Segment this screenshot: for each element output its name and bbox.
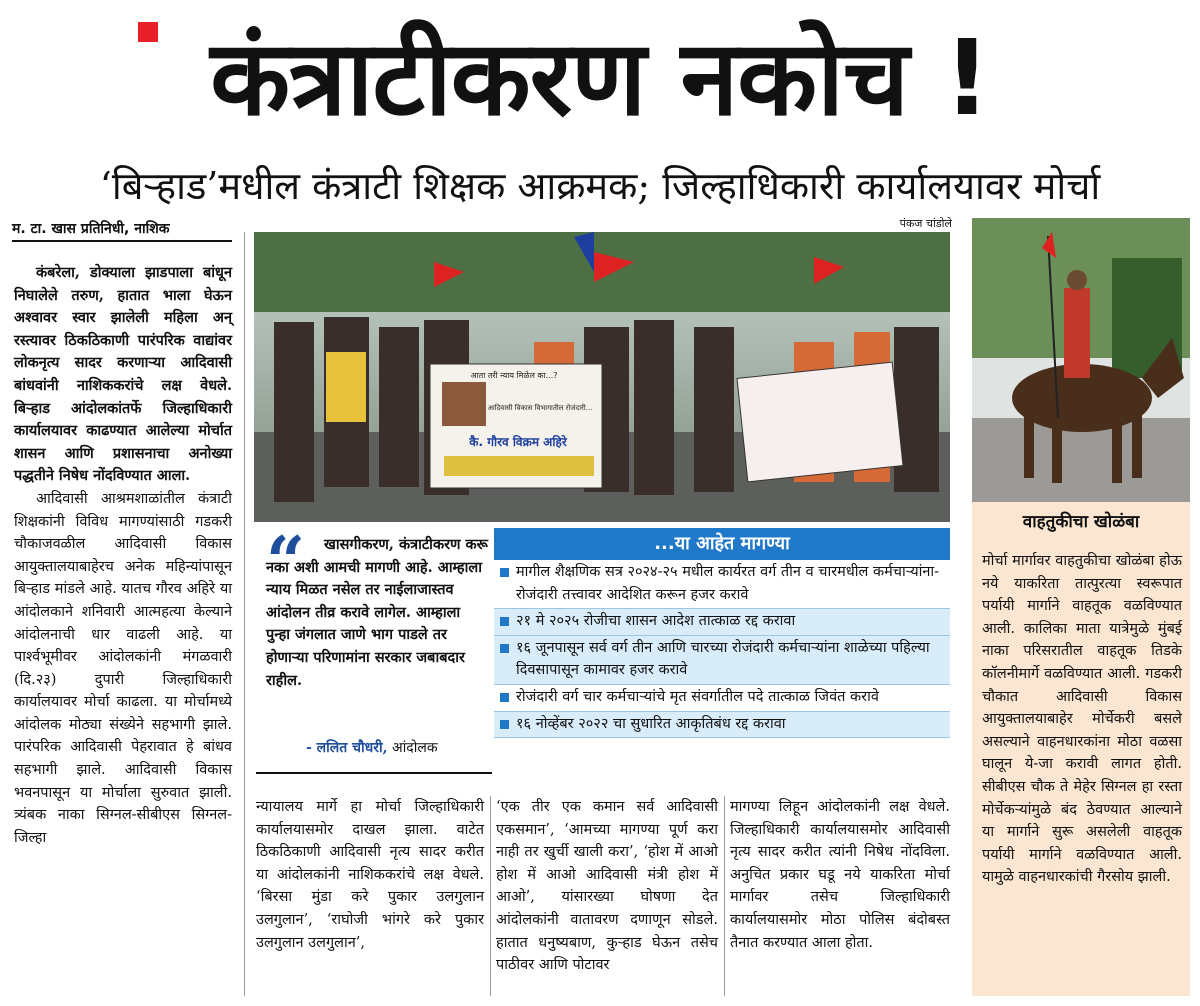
demand-item: रोजंदारी वर्ग चार कर्मचाऱ्यांचे मृत संवर्गातील पदे तात्काळ जिवंत करावे: [494, 685, 950, 712]
banner-text-top: आता तरी न्याय मिळेल का...?: [470, 371, 558, 380]
square-bullet-icon: [500, 720, 509, 729]
column-divider: [244, 232, 245, 996]
square-bullet-icon: [500, 568, 509, 577]
quote-author-name: - ललित चौधरी,: [306, 740, 388, 756]
quote-rule: [256, 772, 492, 774]
headline: कंत्राटीकरण नकोच !: [210, 17, 990, 139]
column-1: [14, 262, 232, 849]
sidebar-paragraph: मोर्चा मार्गावर वाहतुकीचा खोळंबा होऊ नये याकरिता तात्पुरत्या स्वरूपात पर्यायी मार्गाने वाहतूक वळविण्यात आली. कालिका माता यात्रेमुळे मुंबई नाका परिसरातील वाहतूक तिडके कॉलनीमार्गे वळविण्यात आली. गडकरी चौकात आदिवासी विकास आयुक्तालयाबाहेर मोर्चेकरी बसले असल्याने वाहनधारकांना मोठा वळसा घालून ये-जा करावी लागत होती. सीबीएस चौक ते मेहेर सिग्नल हा रस्ता मोर्चेकऱ्यांमुळे बंद ठेवण्यात आल्याने या मार्गाने सुरू असलेली वाहतूक पर्यायी मार्गाने वळविण्यात आली. यामुळे वाहनधारकांची गैरसोय झाली.: [982, 553, 1182, 886]
subheadline: ‘बिऱ्हाड’मधील कंत्राटी शिक्षक आक्रमक; जिल्हाधिकारी कार्यालयावर मोर्चा: [99, 164, 1101, 208]
sidebar-title: वाहतुकीचा खोळंबा: [972, 502, 1190, 542]
demand-item: मागील शैक्षणिक सत्र २०२४-२५ मधील कार्यरत वर्ग तीन व चारमधील कर्मचाऱ्यांना-रोजंदारी तत्त्वावर आदेशित करून हजर करावे: [494, 560, 950, 609]
body-paragraph: न्यायालय मार्गे हा मोर्चा जिल्हाधिकारी कार्यालयासमोर दाखल झाला. वाटेत ठिकठिकाणी आदिवासी नृत्य सादर करीत या आंदोलकांनी नाशिककरांचे लक्ष वेधले. ‘बिरसा मुंडा करे पुकार उलगुलान उलगुलान’, ‘राघोजी भांगरे करे पुकार उलगुलान उलगुलान’,: [256, 799, 484, 951]
lead-paragraph: कंबरेला, डोक्याला झाडपाला बांधून निघालेले तरुण, हातात भाला घेऊन अश्वावर स्वार झालेली महिला अन् रस्त्यावर ठिकठिकाणी पारंपरिक वाद्यांवर लोकनृत्य सादर करणाऱ्या आदिवासी बांधवांनी नाशिककरांचे लक्ष वेधले. बिऱ्हाड आंदोलकांतर्फे जिल्हाधिकारी कार्यालयावर काढण्यात आलेल्या मोर्चात शासन आणि प्रशासनाचा अनोख्या पद्धतीने निषेध नोंदविण्यात आला.: [14, 264, 232, 485]
body-paragraph: मागण्या लिहून आंदोलकांनी लक्ष वेधले. जिल्हाधिकारी कार्यालयासमोर आदिवासी नृत्य सादर करीत त्यांनी निषेध नोंदविला. अनुचित प्रकार घडू नये याकरिता मोर्चा मार्गावर तसेच जिल्हाधिकारी कार्यालयासमोर मोठा पोलिस बंदोबस्त तैनात करण्यात आला होता.: [730, 799, 950, 951]
column-3: [496, 796, 718, 977]
photo-credit: पंकज चांडोले: [899, 217, 952, 230]
quote-mark-icon: “: [266, 522, 306, 602]
sidebar: [972, 218, 1190, 996]
quote-text: खासगीकरण, कंत्राटीकरण करू नका अशी आमची मागणी आहे. आम्हाला न्याय मिळत नसेल तर नाईलाजास्तव आंदोलन तीव्र करावे लागेल. आम्हाला पुन्हा जंगलात जाणे भाग पाडले तर होणाऱ्या परिणामांना सरकार जबाबदार राहील.: [266, 536, 488, 689]
column-2: [256, 796, 484, 954]
main-photo: [254, 232, 950, 522]
square-bullet-icon: [500, 693, 509, 702]
byline: म. टा. खास प्रतिनिधी, नाशिक: [12, 218, 232, 242]
body-paragraph: ‘एक तीर एक कमान सर्व आदिवासी एकसमान’, ‘आमच्या मागण्या पूर्ण करा नाही तर खुर्ची खाली करा’, ‘होश में आओ होश में आओ आदिवासी मंत्री होश में आओ’, यांसारख्या घोषणा देत आंदोलकांनी वातावरण दणाणून सोडले. हातात धनुष्यबाण, कुऱ्हाड घेऊन तसेच पाठीवर आणि पोटावर: [496, 799, 718, 974]
banner-text-subtitle: आदिवासी विकास विभागातील रोजंदारी...: [487, 404, 593, 412]
sidebar-body: [972, 542, 1190, 996]
demands-title: ...या आहेत मागण्या: [494, 528, 950, 560]
square-bullet-icon: [500, 644, 509, 653]
square-bullet-icon: [500, 617, 509, 626]
demand-item: १६ जूनपासून सर्व वर्ग तीन आणि चारच्या रोजंदारी कर्मचाऱ्यांना शाळेच्या पहिल्या दिवसापासून कामावर हजर करावे: [494, 636, 950, 685]
demands-box: [494, 528, 950, 776]
demand-item: २१ मे २०२५ रोजीचा शासन आदेश तात्काळ रद्द करावा: [494, 609, 950, 636]
quote-author: [306, 738, 496, 757]
quote-box: [256, 522, 488, 770]
banner-text-name: कै. गौरव विक्रम अहिरे: [469, 435, 567, 449]
column-divider: [490, 796, 491, 996]
demand-item: १६ नोव्हेंबर २०२२ चा सुधारित आकृतिबंध रद्द करावा: [494, 712, 950, 739]
column-4: [730, 796, 950, 954]
horse-rider-photo: [972, 218, 1190, 502]
body-paragraph: आदिवासी आश्रमशाळांतील कंत्राटी शिक्षकांनी विविध मागण्यांसाठी गडकरी चौकाजवळील आदिवासी विकास आयुक्तालयाबाहेरच अनेक महिन्यांपासून बिऱ्हाड मांडले आहे. यातच गौरव अहिरे या आंदोलकाने शनिवारी आत्महत्या केल्याने आंदोलनाची धार वाढली आहे. या पार्श्वभूमीवर आंदोलकांनी मंगळवारी (दि.२३) दुपारी जिल्हाधिकारी कार्यालयावर मोर्चा काढला. या मोर्चामध्ये आंदोलक मोठ्या संख्येने सहभागी झाले. पारंपरिक आदिवासी पेहरावात हे बांधव सहभागी झाले. आदिवासी विकास भवनपासून या मोर्चाला सुरुवात झाली. त्र्यंबक नाका सिग्नल-सीबीएस सिग्नल-जिल्हा: [14, 490, 232, 846]
column-divider: [724, 796, 725, 996]
quote-author-role: आंदोलक: [391, 740, 438, 756]
